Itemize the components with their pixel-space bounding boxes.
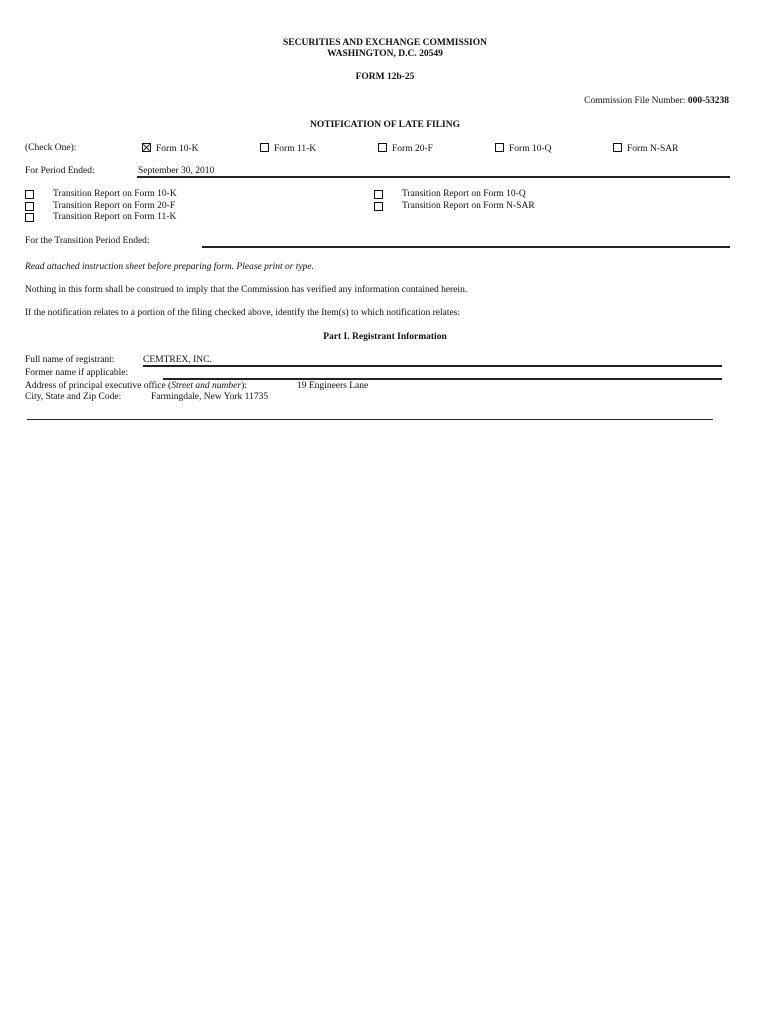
agency-location: WASHINGTON, D.C. 20549 xyxy=(327,49,443,59)
transition-nsar-label: Transition Report on Form N-SAR xyxy=(402,201,535,211)
period-ended-label: For Period Ended: xyxy=(25,166,95,176)
transition-11k-label: Transition Report on Form 11-K xyxy=(53,212,177,222)
file-number-label: Commission File Number: xyxy=(584,96,686,106)
option-form-nsar[interactable] xyxy=(613,143,678,155)
period-underline xyxy=(137,176,730,178)
checkbox-icon[interactable] xyxy=(495,143,504,152)
option-label: Form 10-Q xyxy=(509,144,552,154)
part1-title: Part I. Registrant Information xyxy=(323,332,447,342)
former-name-field[interactable] xyxy=(163,378,722,380)
portion-note: If the notification relates to a portion of the filing checked above, identify the Item(s) to which notification relates: xyxy=(25,308,461,318)
checkbox-icon[interactable] xyxy=(260,143,269,152)
disclaimer-note: Nothing in this form shall be construed to imply that the Commission has verified any information contained herein. xyxy=(25,285,468,295)
transition-period-field[interactable] xyxy=(202,246,730,248)
transition-10q-label: Transition Report on Form 10-Q xyxy=(402,189,526,199)
form-title: NOTIFICATION OF LATE FILING xyxy=(310,120,460,130)
option-form-10q[interactable] xyxy=(495,143,552,155)
option-label: Form 11-K xyxy=(274,144,317,154)
instruction-note: Read attached instruction sheet before preparing form. Please print or type. xyxy=(25,262,314,272)
checkbox-checked-icon[interactable] xyxy=(142,143,151,152)
checkbox-icon[interactable] xyxy=(25,190,34,199)
option-label: Form 20-F xyxy=(392,144,433,154)
full-name-underline xyxy=(143,365,722,367)
checkbox-icon[interactable] xyxy=(25,213,34,222)
agency-heading: SECURITIES AND EXCHANGE COMMISSION xyxy=(282,38,488,48)
commission-file-number xyxy=(584,96,729,107)
checkbox-icon[interactable] xyxy=(374,190,383,199)
checkbox-icon[interactable] xyxy=(378,143,387,152)
checkbox-icon[interactable] xyxy=(25,202,34,211)
city-value[interactable]: Farmingdale, New York 11735 xyxy=(151,392,269,402)
address-label: Address of principal executive office (Street and number): xyxy=(25,381,247,391)
option-label: Form 10-K xyxy=(156,144,199,154)
full-name-label: Full name of registrant: xyxy=(25,355,115,365)
city-label: City, State and Zip Code: xyxy=(25,392,122,402)
form-name: FORM 12b-25 xyxy=(355,72,415,82)
check-one-label: (Check One): xyxy=(25,143,77,153)
option-label: Form N-SAR xyxy=(627,144,679,154)
transition-10k-label: Transition Report on Form 10-K xyxy=(53,189,177,199)
transition-period-label: For the Transition Period Ended: xyxy=(25,236,150,246)
section-divider xyxy=(27,419,713,420)
file-number-value: 000-53238 xyxy=(687,96,729,106)
checkbox-icon[interactable] xyxy=(613,143,622,152)
checkbox-icon[interactable] xyxy=(374,202,383,211)
full-name-value[interactable]: CEMTREX, INC. xyxy=(143,355,212,365)
former-name-label: Former name if applicable: xyxy=(25,368,129,378)
period-ended-value[interactable]: September 30, 2010 xyxy=(138,166,215,176)
option-form-10k[interactable] xyxy=(142,143,199,155)
address-value[interactable]: 19 Engineers Lane xyxy=(297,381,369,391)
option-form-11k[interactable] xyxy=(260,143,316,155)
option-form-20f[interactable] xyxy=(378,143,433,155)
transition-20f-label: Transition Report on Form 20-F xyxy=(53,201,176,211)
